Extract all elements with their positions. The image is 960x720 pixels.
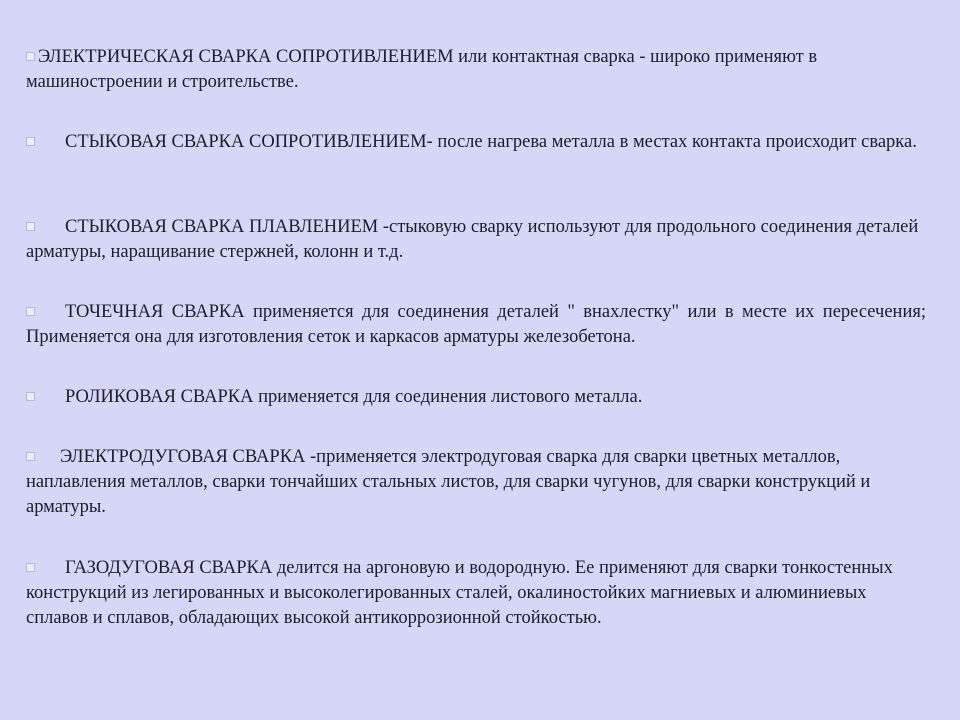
square-bullet-icon xyxy=(26,392,35,401)
item-lead: ГАЗОДУГОВАЯ СВАРКА xyxy=(65,558,273,578)
square-bullet-icon xyxy=(26,307,35,316)
square-bullet-icon xyxy=(26,52,35,61)
item-text: делится на аргоновую и водородную. Ее применяют для сварки тонкостенных конструкций из легированных и высоколегированных сталей, окалиностойких магниевых и алюминиевых сплавов и сплавов, обладающих высокой антикоррозионной стойкостью. xyxy=(26,558,893,628)
item-lead: ЭЛЕКТРИЧЕСКАЯ СВАРКА СОПРОТИВЛЕНИЕМ xyxy=(38,47,454,67)
item-lead: РОЛИКОВАЯ СВАРКА xyxy=(65,387,254,407)
list-item-resistance-welding xyxy=(26,45,926,95)
list-item-roller-welding xyxy=(26,385,926,410)
list-item-butt-fusion-welding xyxy=(26,215,926,265)
item-text: применяется для соединения деталей " внахлестку" или в месте их пересечения; Применяется она для изготовления сеток и каркасов арматуры железобетона. xyxy=(26,302,926,347)
square-bullet-icon xyxy=(26,137,35,146)
list-item-butt-resistance-welding xyxy=(26,130,926,155)
list-item-arc-welding xyxy=(26,445,926,520)
item-text: - после нагрева металла в местах контакта происходит сварка. xyxy=(426,132,917,152)
item-text: -стыковую сварку используют для продольного соединения деталей арматуры, наращивание стержней, колонн и т.д. xyxy=(26,217,919,262)
item-text: или контактная сварка - широко применяют в машиностроении и строительстве. xyxy=(26,47,818,92)
list-item-spot-welding xyxy=(26,300,926,350)
item-lead: СТЫКОВАЯ СВАРКА ПЛАВЛЕНИЕМ xyxy=(65,217,379,237)
item-text: применяется для соединения листового металла. xyxy=(253,387,643,407)
square-bullet-icon xyxy=(26,222,35,231)
list-item-gas-arc-welding xyxy=(26,556,926,631)
item-lead: ЭЛЕКТРОДУГОВАЯ СВАРКА xyxy=(60,447,306,467)
item-lead: ТОЧЕЧНАЯ СВАРКА xyxy=(65,302,245,322)
item-lead: СТЫКОВАЯ СВАРКА СОПРОТИВЛЕНИЕМ xyxy=(65,132,427,152)
square-bullet-icon xyxy=(26,563,35,572)
item-text: -применяется электродуговая сварка для сварки цветных металлов, наплавления металлов, сварки тончайших стальных листов, для сварки чугунов, для сварки конструкций и арматуры. xyxy=(26,447,871,517)
square-bullet-icon xyxy=(26,452,35,461)
